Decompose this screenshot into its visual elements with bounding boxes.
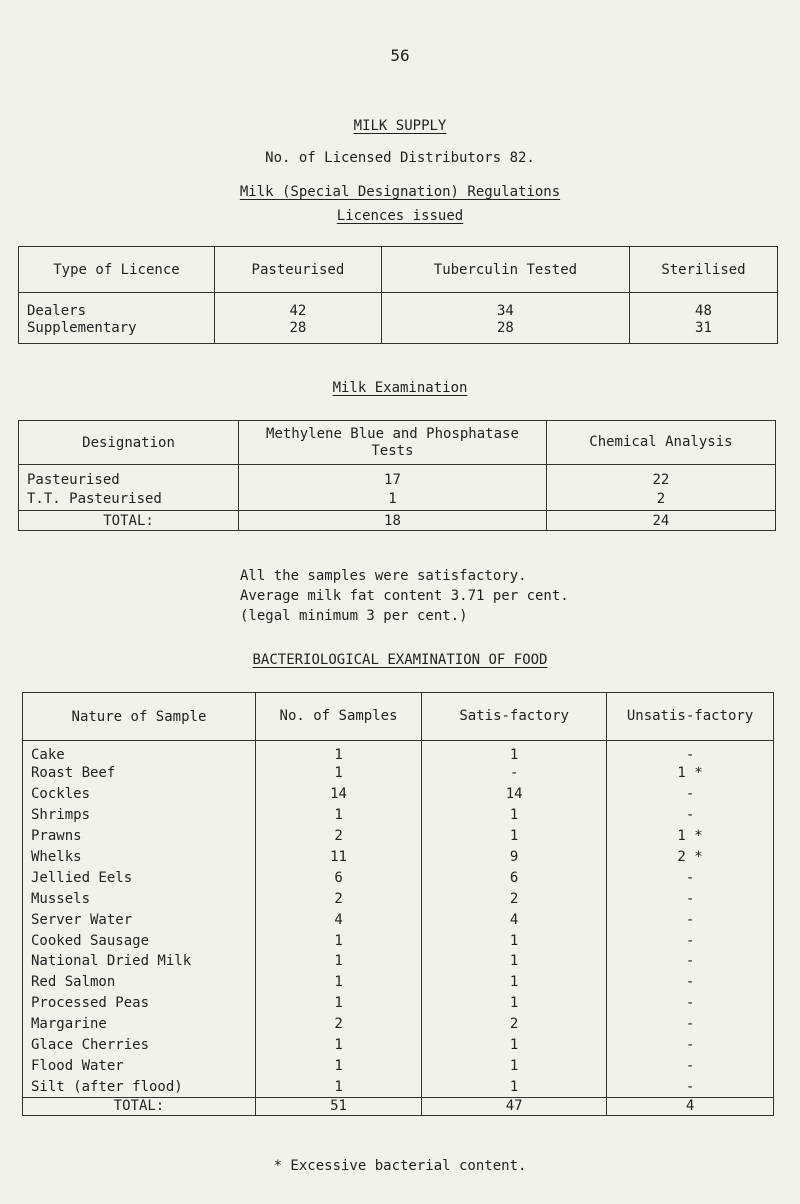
cell: 4 [607, 1097, 774, 1115]
cell: 22 [546, 465, 775, 489]
page-number: 56 [390, 46, 410, 65]
cell: - [607, 888, 774, 909]
table-row [23, 805, 774, 826]
cell: 51 [255, 1097, 421, 1115]
cell: - [607, 930, 774, 951]
cell: - [607, 1055, 774, 1076]
cell: 1 [422, 826, 607, 847]
cell: - [607, 784, 774, 805]
cell: 1 [255, 741, 421, 764]
notes [240, 566, 569, 626]
total-row [23, 1097, 774, 1115]
cell: 9 [422, 847, 607, 868]
cell: 42 [214, 293, 381, 320]
table-row [23, 930, 774, 951]
row-label: National Dried Milk [23, 951, 256, 972]
col-header-sterilised: Sterilised [629, 247, 777, 293]
licences-title: Licences issued [336, 208, 464, 224]
milk-exam-table [18, 420, 776, 531]
licence-table [18, 246, 778, 344]
row-label: Jellied Eels [23, 867, 256, 888]
cell: 18 [239, 511, 547, 531]
row-label: Cockles [23, 784, 256, 805]
cell: 6 [422, 867, 607, 888]
cell: 4 [255, 909, 421, 930]
col-header-nature: Nature of Sample [23, 693, 256, 741]
row-label: Server Water [23, 909, 256, 930]
table-row [23, 1055, 774, 1076]
col-header-chemical: Chemical Analysis [546, 421, 775, 465]
cell: 1 [422, 741, 607, 764]
table-row [23, 909, 774, 930]
milk-exam-title: Milk Examination [332, 380, 468, 396]
col-header-samples: No. of Samples [255, 693, 421, 741]
cell: 14 [255, 784, 421, 805]
bact-body [23, 741, 774, 1098]
cell: 31 [629, 319, 777, 343]
cell: 2 * [607, 847, 774, 868]
row-label: Pasteurised [19, 465, 239, 489]
note-satisfactory: All the samples were satisfactory. [240, 568, 527, 584]
row-label: Silt (after flood) [23, 1076, 256, 1097]
cell: 1 [255, 951, 421, 972]
cell: 1 * [607, 826, 774, 847]
cell: 28 [381, 319, 629, 343]
cell: - [607, 867, 774, 888]
col-header-pasteurised: Pasteurised [214, 247, 381, 293]
cell: 1 [422, 805, 607, 826]
cell: 11 [255, 847, 421, 868]
cell: - [607, 1035, 774, 1056]
cell: 2 [255, 888, 421, 909]
cell: 4 [422, 909, 607, 930]
total-row [19, 511, 776, 531]
total-label: TOTAL: [23, 1097, 256, 1115]
cell: 2 [422, 888, 607, 909]
cell: 14 [422, 784, 607, 805]
row-label: Roast Beef [23, 763, 256, 784]
cell: 2 [255, 826, 421, 847]
row-label: Whelks [23, 847, 256, 868]
cell: 1 [422, 951, 607, 972]
table-row [23, 951, 774, 972]
cell: 47 [422, 1097, 607, 1115]
table-row [23, 888, 774, 909]
cell: 2 [422, 1014, 607, 1035]
col-header-methylene: Methylene Blue and Phosphatase Tests [239, 421, 547, 465]
cell: - [607, 1014, 774, 1035]
col-header-unsatisfactory: Unsatis-factory [607, 693, 774, 741]
cell: 1 [422, 1035, 607, 1056]
table-row [23, 826, 774, 847]
cell: 2 [255, 1014, 421, 1035]
distributors-line: No. of Licensed Distributors 82. [265, 150, 535, 166]
cell: 48 [629, 293, 777, 320]
row-label: Prawns [23, 826, 256, 847]
table-row [23, 1076, 774, 1097]
cell: - [607, 741, 774, 764]
cell: - [607, 993, 774, 1014]
cell: 24 [546, 511, 775, 531]
cell: 1 [255, 993, 421, 1014]
row-label: Processed Peas [23, 993, 256, 1014]
cell: 1 [255, 930, 421, 951]
total-label: TOTAL: [19, 511, 239, 531]
cell: 2 [546, 489, 775, 511]
cell: - [422, 763, 607, 784]
cell: 1 [422, 1055, 607, 1076]
row-label: Margarine [23, 1014, 256, 1035]
table-row [23, 1014, 774, 1035]
table-row [23, 847, 774, 868]
cell: 1 [255, 972, 421, 993]
cell: 1 [255, 1055, 421, 1076]
cell: 1 [255, 1076, 421, 1097]
cell: 34 [381, 293, 629, 320]
table-row [19, 319, 778, 343]
table-row [23, 763, 774, 784]
table-row [23, 993, 774, 1014]
table-row [23, 784, 774, 805]
cell: 1 [422, 930, 607, 951]
col-header-satisfactory: Satis-factory [422, 693, 607, 741]
bact-table [22, 692, 774, 1116]
col-header-type: Type of Licence [19, 247, 215, 293]
row-label: T.T. Pasteurised [19, 489, 239, 511]
cell: - [607, 1076, 774, 1097]
cell: 1 * [607, 763, 774, 784]
cell: 1 [422, 993, 607, 1014]
row-label: Mussels [23, 888, 256, 909]
table-row [23, 741, 774, 764]
cell: - [607, 972, 774, 993]
footnote: * Excessive bacterial content. [273, 1158, 527, 1174]
bact-title: BACTERIOLOGICAL EXAMINATION OF FOOD [252, 652, 548, 668]
table-row [23, 1035, 774, 1056]
col-header-tt: Tuberculin Tested [381, 247, 629, 293]
cell: 28 [214, 319, 381, 343]
col-header-designation: Designation [19, 421, 239, 465]
cell: 1 [255, 805, 421, 826]
regulations-title: Milk (Special Designation) Regulations [239, 184, 561, 200]
cell: 1 [255, 1035, 421, 1056]
cell: 1 [239, 489, 547, 511]
row-label: Dealers [19, 293, 215, 320]
row-label: Flood Water [23, 1055, 256, 1076]
cell: - [607, 909, 774, 930]
cell: - [607, 951, 774, 972]
cell: 1 [255, 763, 421, 784]
row-label: Glace Cherries [23, 1035, 256, 1056]
section-title: MILK SUPPLY [353, 118, 447, 134]
table-row [19, 465, 776, 489]
row-label: Shrimps [23, 805, 256, 826]
note-fat-content: Average milk fat content 3.71 per cent. [240, 588, 569, 604]
table-row [23, 972, 774, 993]
table-row [19, 489, 776, 511]
note-legal-minimum: (legal minimum 3 per cent.) [240, 608, 468, 624]
row-label: Red Salmon [23, 972, 256, 993]
cell: 1 [422, 972, 607, 993]
row-label: Cooked Sausage [23, 930, 256, 951]
cell: - [607, 805, 774, 826]
cell: 6 [255, 867, 421, 888]
row-label: Cake [23, 741, 256, 764]
table-row [19, 293, 778, 320]
row-label: Supplementary [19, 319, 215, 343]
cell: 17 [239, 465, 547, 489]
table-row [23, 867, 774, 888]
cell: 1 [422, 1076, 607, 1097]
